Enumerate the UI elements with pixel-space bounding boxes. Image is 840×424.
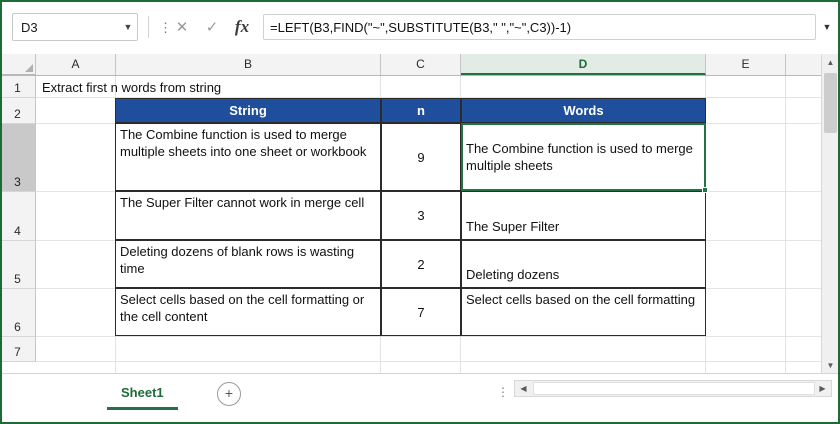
table-header-string[interactable]: String [115,98,381,123]
row-header-4[interactable] [2,192,36,241]
vertical-dots-icon[interactable]: ⋮ [497,385,509,399]
table-row[interactable]: The Combine function is used to merge multiple sheets into one sheet or workbook [115,123,381,191]
row-header-1[interactable] [2,76,36,98]
table-row[interactable]: 9 [381,123,461,191]
name-box[interactable] [12,13,138,41]
table-header-n[interactable]: n [381,98,461,123]
row-header-label: 7 [14,345,21,359]
fx-icon[interactable]: fx [234,17,250,36]
horizontal-scrollbar[interactable] [514,380,832,397]
table-row[interactable]: 2 [381,240,461,288]
row-header-5[interactable] [2,241,36,289]
table-row[interactable]: Deleting dozens of blank rows is wasting time [115,240,381,288]
caret-down-icon[interactable]: ▼ [822,357,839,374]
row-header-label: 5 [14,272,21,286]
table-row[interactable]: The Super Filter [461,191,706,240]
vertical-scrollbar[interactable] [821,54,838,374]
row-header-2[interactable] [2,98,36,124]
table-header-words[interactable]: Words [461,98,706,123]
row-header-label: 1 [14,81,21,95]
vertical-dots-icon[interactable]: ⋮ [159,19,172,35]
formula-bar [2,2,838,52]
table-row[interactable]: The Super Filter cannot work in merge cell [115,191,381,240]
caret-left-icon[interactable]: ◀ [520,384,527,393]
table-row[interactable]: Select cells based on the cell formatting or the cell content [115,288,381,336]
row-header-7[interactable] [2,337,36,362]
vertical-scroll-thumb[interactable] [824,73,837,133]
cells-area[interactable] [36,76,838,374]
spreadsheet-grid [2,54,838,374]
column-header-c[interactable]: C [381,54,461,75]
row-header-label: 3 [14,175,21,189]
row-header-label: 2 [14,107,21,121]
divider [148,16,149,38]
caret-right-icon[interactable]: ▶ [819,384,826,393]
select-all-triangle-icon[interactable] [2,54,36,75]
sheet-tab-sheet1[interactable]: Sheet1 [107,379,178,410]
row-header-label: 6 [14,320,21,334]
row-header-6[interactable] [2,289,36,337]
table-row[interactable]: 3 [381,191,461,240]
formula-input[interactable]: =LEFT(B3,FIND("~",SUBSTITUTE(B3," ","~",C3))-1) [263,14,816,40]
row-header-label: 4 [14,224,21,238]
horizontal-scroll-thumb[interactable] [533,382,815,395]
table-row[interactable]: 7 [381,288,461,336]
table-row[interactable]: Deleting dozens [461,240,706,288]
column-header-row [2,54,838,76]
row-header-3[interactable] [2,124,36,192]
sheet-tab-bar [2,373,838,422]
caret-up-icon[interactable]: ▲ [822,54,839,71]
close-icon[interactable]: ✕ [175,19,189,36]
table-row[interactable]: Select cells based on the cell formatting [461,288,706,336]
column-header-b[interactable]: B [116,54,381,75]
column-header-d[interactable]: D [461,54,706,75]
chevron-down-icon[interactable]: ▼ [123,21,133,32]
table-row[interactable]: The Combine function is used to merge multiple sheets [461,123,706,191]
plus-circle-icon[interactable]: + [217,382,241,406]
name-box-value: D3 [21,19,38,35]
chevron-down-icon[interactable]: ▼ [822,22,832,32]
column-header-a[interactable]: A [36,54,116,75]
column-header-e[interactable]: E [706,54,786,75]
check-icon[interactable]: ✓ [205,19,219,36]
cell-a1-title[interactable]: Extract first n words from string [42,79,222,95]
